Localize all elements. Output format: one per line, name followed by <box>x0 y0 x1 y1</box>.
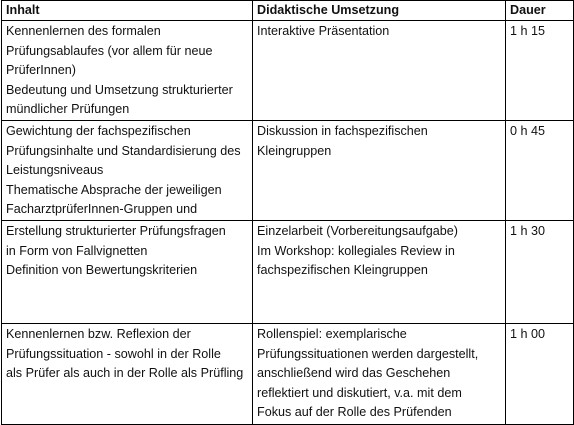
cell-line: Fokus auf der Rolle des Prüfenden <box>257 405 452 420</box>
cell-line: PrüferInnen) <box>6 63 77 78</box>
cell-line: Thematische Absprache der jeweiligen <box>6 182 222 197</box>
cell-line: anschließend wird das Geschehen <box>257 366 451 381</box>
dauer-cell <box>506 324 574 424</box>
cell-line: 1 h 00 <box>510 327 546 342</box>
column-header-didaktische-umsetzung: Didaktische Umsetzung <box>253 1 506 21</box>
cell-line: Prüfungssituation - sowohl in der Rolle <box>6 346 221 361</box>
cell-line: 1 h 15 <box>510 24 546 39</box>
cell-line: Prüfungssituationen werden dargestellt, <box>257 346 479 361</box>
workshop-schedule-table <box>1 0 574 425</box>
cell-line: FacharztprüferInnen-Gruppen und <box>6 202 198 217</box>
table-header-row <box>2 1 574 21</box>
column-header-inhalt: Inhalt <box>2 1 253 21</box>
inhalt-cell <box>2 324 253 424</box>
umsetzung-cell <box>253 221 506 324</box>
cell-line: Interaktive Präsentation <box>257 24 390 39</box>
cell-line: Im Workshop: kollegiales Review in <box>257 243 455 258</box>
umsetzung-cell <box>253 121 506 221</box>
table-row <box>2 324 574 424</box>
table-row <box>2 221 574 324</box>
cell-line: reflektiert und diskutiert, v.a. mit dem <box>257 385 462 400</box>
cell-line: Erstellung strukturierter Prüfungsfragen <box>6 224 226 239</box>
column-header-dauer: Dauer <box>506 1 574 21</box>
table-row <box>2 121 574 221</box>
umsetzung-cell <box>253 324 506 424</box>
inhalt-cell <box>2 21 253 121</box>
cell-line: Kennenlernen des formalen <box>6 24 161 39</box>
cell-line: Diskussion in fachspezifischen <box>257 124 428 139</box>
cell-line: Kleingruppen <box>257 143 332 158</box>
cell-line: Rollenspiel: exemplarische <box>257 327 407 342</box>
cell-line: Bedeutung und Umsetzung strukturierter <box>6 82 233 97</box>
cell-line: mündlicher Prüfungen <box>6 102 130 117</box>
cell-line: Kennenlernen bzw. Reflexion der <box>6 327 191 342</box>
cell-line: Prüfungsinhalte und Standardisierung des <box>6 143 241 158</box>
cell-line: fachspezifischen Kleingruppen <box>257 263 428 278</box>
cell-line: als Prüfer als auch in der Rolle als Prüfling <box>6 366 244 381</box>
cell-line: Einzelarbeit (Vorbereitungsaufgabe) <box>257 224 458 239</box>
cell-line: Prüfungsablaufes (vor allem für neue <box>6 43 213 58</box>
cell-line: Leistungsniveaus <box>6 163 104 178</box>
umsetzung-cell <box>253 21 506 121</box>
inhalt-cell <box>2 221 253 324</box>
cell-line: in Form von Fallvignetten <box>6 243 148 258</box>
cell-line: 0 h 45 <box>510 124 546 139</box>
cell-line: Gewichtung der fachspezifischen <box>6 124 191 139</box>
dauer-cell <box>506 221 574 324</box>
inhalt-cell <box>2 121 253 221</box>
table-row <box>2 21 574 121</box>
cell-line: 1 h 30 <box>510 224 546 239</box>
dauer-cell <box>506 121 574 221</box>
dauer-cell <box>506 21 574 121</box>
cell-line: Definition von Bewertungskriterien <box>6 263 198 278</box>
